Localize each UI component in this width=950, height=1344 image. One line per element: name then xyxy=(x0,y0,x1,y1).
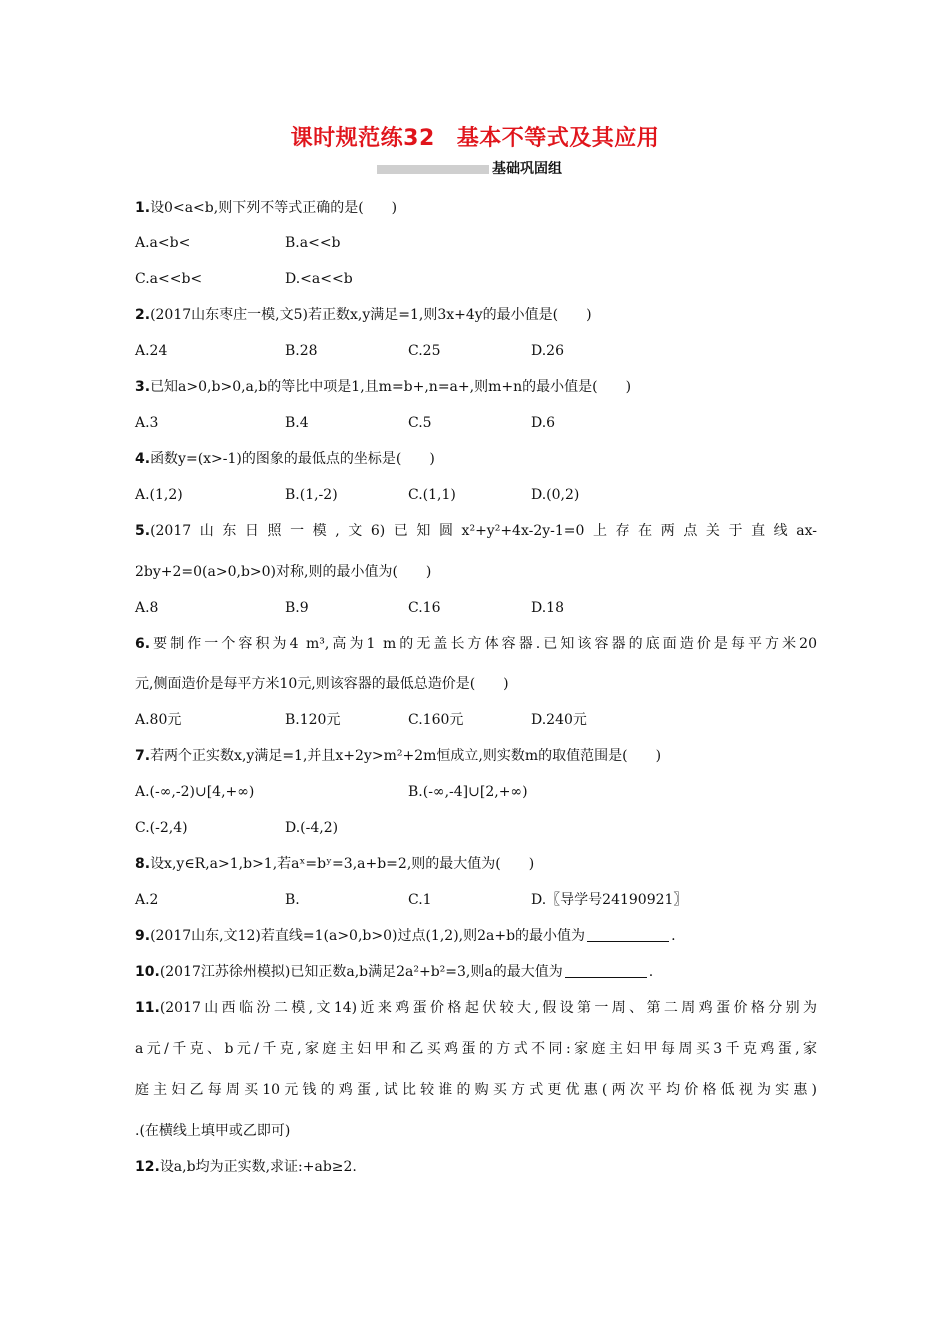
question-1: 1.设0<a<b,则下列不等式正确的是( ) xyxy=(135,200,398,216)
q1-option-a: A.a<b< xyxy=(135,235,191,251)
q2-option-a: A.24 xyxy=(135,343,168,359)
q1-option-d: D.<a<<b xyxy=(285,271,353,287)
q3-option-c: C.5 xyxy=(408,415,432,431)
section-label: 基础巩固组 xyxy=(492,161,562,177)
q6-option-c: C.160元 xyxy=(408,712,464,728)
q7-option-d: D.(-4,2) xyxy=(285,820,339,836)
question-11-line-2: a元/千克、b元/千克,家庭主妇甲和乙买鸡蛋的方式不同:家庭主妇甲每周买3千克鸡蛋,家 xyxy=(135,1041,817,1057)
section-bar xyxy=(377,165,489,174)
q5-option-b: B.9 xyxy=(285,600,309,616)
q4-option-c: C.(1,1) xyxy=(408,487,456,503)
q9-answer-blank[interactable] xyxy=(587,927,669,942)
q8-option-a: A.2 xyxy=(135,892,159,908)
q8-option-c: C.1 xyxy=(408,892,432,908)
question-11-line-1: 11.(2017山西临汾二模,文14)近来鸡蛋价格起伏较大,假设第一周、第二周鸡蛋价格分别为 xyxy=(135,1000,817,1016)
page-title xyxy=(0,121,950,152)
q4-option-d: D.(0,2) xyxy=(531,487,580,503)
question-11-line-3: 庭主妇乙每周买10元钱的鸡蛋,试比较谁的购买方式更优惠(两次平均价格低视为实惠) xyxy=(135,1082,817,1098)
q8-option-d: D.〖导学号24190921〗 xyxy=(531,892,688,908)
q5-option-c: C.16 xyxy=(408,600,441,616)
q2-option-b: B.28 xyxy=(285,343,318,359)
q3-option-a: A.3 xyxy=(135,415,159,431)
q7-option-b: B.(-∞,-4]∪[2,+∞) xyxy=(408,784,528,800)
question-8: 8.设x,y∈R,a>1,b>1,若aˣ=bʸ=3,a+b=2,则的最大值为( ) xyxy=(135,856,535,872)
question-6-line-1: 6.要制作一个容积为4 m³,高为1 m的无盖长方体容器.已知该容器的底面造价是每平方米20 xyxy=(135,636,817,652)
q1-option-c: C.a<<b< xyxy=(135,271,203,287)
q10-answer-blank[interactable] xyxy=(565,963,647,978)
q5-option-a: A.8 xyxy=(135,600,159,616)
question-3: 3.已知a>0,b>0,a,b的等比中项是1,且m=b+,n=a+,则m+n的最小值是( ) xyxy=(135,379,632,395)
question-5-line-1: 5.(2017山东日照一模,文6)已知圆x²+y²+4x-2y-1=0上存在两点关于直线ax- xyxy=(135,523,817,539)
title-part-2: 基本不等式及其应用 xyxy=(456,126,660,151)
q2-option-c: C.25 xyxy=(408,343,441,359)
title-part-1: 课时规范练32 xyxy=(290,126,435,151)
q3-option-b: B.4 xyxy=(285,415,309,431)
question-2: 2.(2017山东枣庄一模,文5)若正数x,y满足=1,则3x+4y的最小值是( ) xyxy=(135,307,592,323)
q3-option-d: D.6 xyxy=(531,415,556,431)
q6-option-d: D.240元 xyxy=(531,712,587,728)
question-6-line-2: 元,侧面造价是每平方米10元,则该容器的最低总造价是( ) xyxy=(135,676,509,692)
q4-option-b: B.(1,-2) xyxy=(285,487,338,503)
question-4: 4.函数y=(x>-1)的图象的最低点的坐标是( ) xyxy=(135,451,435,467)
q7-option-c: C.(-2,4) xyxy=(135,820,188,836)
question-11-line-4: .(在横线上填甲或乙即可) xyxy=(135,1123,291,1139)
question-10: 10.(2017江苏徐州模拟)已知正数a,b满足2a²+b²=3,则a的最大值为 . xyxy=(135,964,654,980)
q7-option-a: A.(-∞,-2)∪[4,+∞) xyxy=(135,784,255,800)
q4-option-a: A.(1,2) xyxy=(135,487,183,503)
q8-option-b: B. xyxy=(285,892,300,908)
q2-option-d: D.26 xyxy=(531,343,564,359)
q6-option-a: A.80元 xyxy=(135,712,182,728)
q5-option-d: D.18 xyxy=(531,600,564,616)
q6-option-b: B.120元 xyxy=(285,712,341,728)
question-9: 9.(2017山东,文12)若直线=1(a>0,b>0)过点(1,2),则2a+b的最小值为 . xyxy=(135,928,676,944)
question-12: 12.设a,b均为正实数,求证:+ab≥2. xyxy=(135,1159,357,1175)
q1-option-b: B.a<<b xyxy=(285,235,341,251)
question-7: 7.若两个正实数x,y满足=1,并且x+2y>m²+2m恒成立,则实数m的取值范围是( ) xyxy=(135,748,662,764)
question-5-line-2: 2by+2=0(a>0,b>0)对称,则的最小值为( ) xyxy=(135,564,432,580)
